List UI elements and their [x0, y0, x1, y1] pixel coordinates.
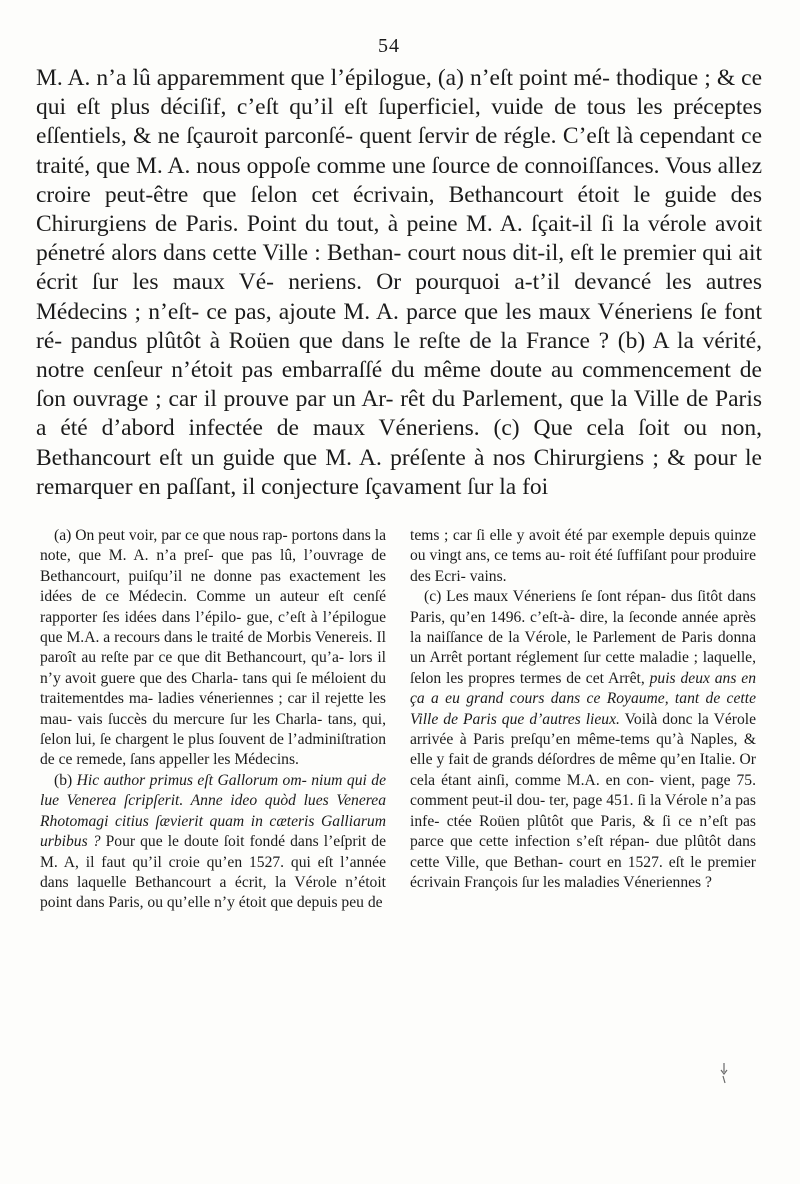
- ink-mark-icon: [718, 1062, 730, 1084]
- footnote-c-part2: Voilà donc la Vérole arrivée à Paris preſqu’en même-tems qu’à Naples, & elle y fait de grands déſordres de même qu’en Italie. Or cela étant ainſi, comme M.A. en con- vient, page 75. comment peut-il dou- ter, page 451. ſi la Vérole n’a pas infe- ctée Roüen plûtôt que Paris, & ſi ce n’eſt pas parce que cette infection s’eſt répan- due plûtôt dans cette Ville, que Bethan- court en 1527. eſt le premier écrivain François ſur les maladies Véneriennes ?: [410, 710, 757, 891]
- footnotes-right-column: [410, 526, 756, 893]
- ink-mark: [718, 1062, 730, 1084]
- footnote-c: [410, 587, 756, 893]
- footnote-a: (a) On peut voir, par ce que nous rap- portons dans la note, que M. A. n’a preſ- que pas lû, l’ouvrage de Bethancourt, puiſqu’il ne donne pas exactement les idées de ce Médecin. Comme un auteur eſt cenſé rapporter ſes idées dans l’épilo- gue, c’eſt à l’épilogue que M.A. a recours dans le traité de Morbis Venereis. Il paroît au reſte par ce que dit Bethancourt, qu’a- lors il n’y avoit guere que des Charla- tans qui ſe méloient du traitementdes ma- ladies véneriennes ; car il rejette les mau- vais ſuccès du mercure ſur les Charla- tans, qui, ſelon lui, ſe chargent le plus ſouvent de l’adminiſtration de ce remede, ſans appeller les Médecins.: [40, 527, 386, 769]
- footnotes-left-column: [40, 526, 386, 914]
- page-number: 54: [378, 35, 400, 57]
- footnote-b-label: (b): [54, 771, 73, 789]
- main-paragraph: M. A. n’a lû apparemment que l’épilogue, (a) n’eſt point mé- thodique ; & ce qui eſt plus déciſif, c’eſt qu’il eſt ſuperficiel, vuide de tous les préceptes eſſentiels, & ne ſçauroit parconſé- quent ſervir de régle. C’eſt là cependant ce traité, que M. A. nous oppoſe comme une ſource de connoiſſances. Vous allez croire peut-être que ſelon cet écrivain, Bethancourt étoit le guide des Chirurgiens de Paris. Point du tout, à peine M. A. ſçait-il ſi la vérole avoit pénetré alors dans cette Ville : Bethan- court nous dit-il, eſt le premier qui ait écrit ſur les maux Vé- neriens. Or pourquoi a-t’il devancé les autres Médecins ; n’eſt- ce pas, ajoute M. A. parce que les maux Véneriens ſe font ré- pandus plûtôt à Roüen que dans le reſte de la France ? (b) A la vérité, notre cenſeur n’étoit pas embarraſſé du même doute au commencement de ſon ouvrage ; car il prouve par un Ar- rêt du Parlement, que la Ville de Paris a été d’abord infectée de maux Véneriens. (c) Que cela ſoit ou non, Bethancourt eſt un guide que M. A. préſente à nos Chirurgiens ; & pour le remarquer en paſſant, il conjecture ſçavament ſur la foi: [36, 65, 762, 500]
- footnote-b-continued: tems ; car ſi elle y avoit été par exemple depuis quinze ou vingt ans, ce tems au- roit été ſuffiſant pour produire des Ecri- vains.: [410, 527, 756, 585]
- footnote-b-text: Pour que le doute ſoit fondé dans l’eſprit de M. A, il faut qu’il croie qu’en 1527. qui eſt l’année dans laquelle Bethancourt a écrit, la Vérole n’étoit point dans Paris, ou qu’elle n’y étoit que depuis peu de: [40, 833, 386, 912]
- footnote-b-latin: Hic author primus eſt Gallorum om- nium qui de lue Venerea ſcripſerit. Anne ideo quòd lues Venerea Rhotomagi citius ſævierit quam in cæteris Galliarum urbibus ?: [40, 771, 386, 851]
- main-text-block: [36, 64, 762, 502]
- footnotes-area: [40, 526, 762, 1086]
- footnote-c-part1: (c) Les maux Véneriens ſe ſont répan- dus ſitôt dans Paris, qu’en 1496. c’eſt-à- dire, la ſeconde année après la naiſſance de la Vérole, le Parlement de Paris donna un Arrêt portant réglement ſur cette maladie ; laquelle, ſelon les propres termes de cet Arrêt,: [410, 588, 756, 687]
- footnote-b: [40, 771, 386, 914]
- footnote-c-quote: puis deux ans en ça a eu grand cours dans ce Royaume, tant de cette Ville de Paris que d’autres lieux.: [410, 669, 756, 728]
